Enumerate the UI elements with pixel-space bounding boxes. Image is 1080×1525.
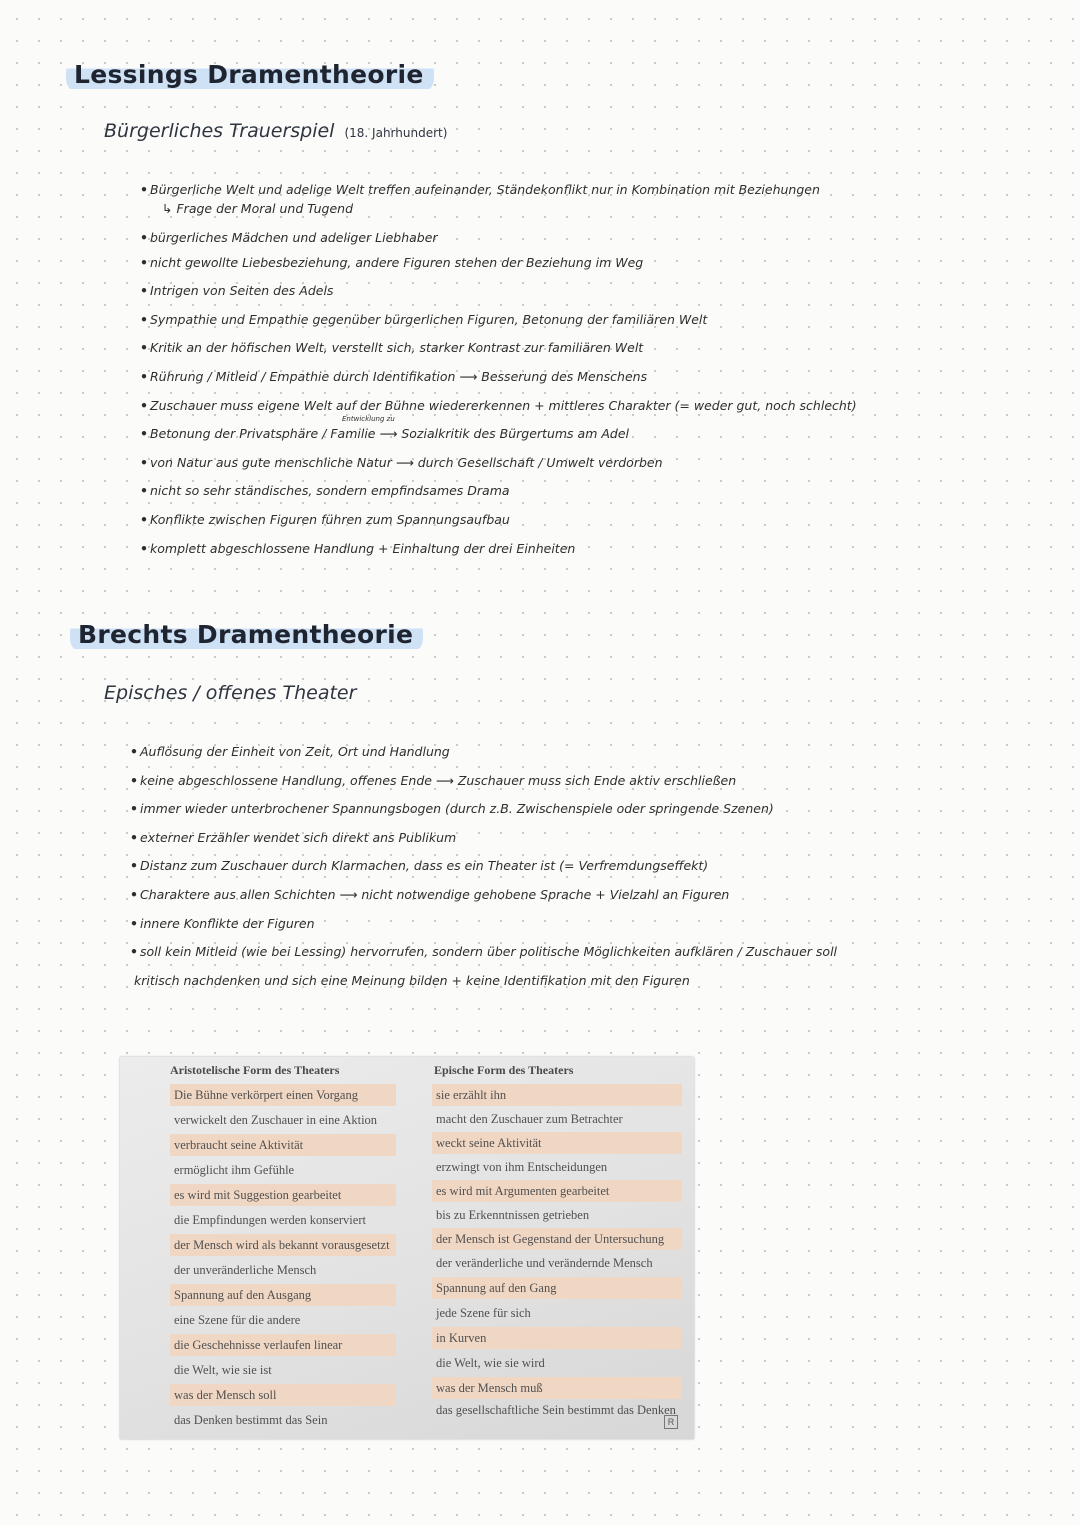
- table-cell-left: verwickelt den Zuschauer in eine Aktion: [174, 1113, 378, 1127]
- list-item: • nicht so sehr ständisches, sondern empfindsames Drama: [140, 483, 510, 499]
- list-item: • Rührung / Mitleid / Empathie durch Identifikation ⟶ Besserung des Menschens: [140, 368, 648, 384]
- table-header-episch: Epische Form des Theaters: [434, 1063, 574, 1077]
- list-item: • Charaktere aus allen Schichten ⟶ nicht notwendige gehobene Sprache + Vielzahl an Figuren: [130, 886, 730, 902]
- table-cell-left: die Welt, wie sie ist: [174, 1363, 272, 1377]
- list-item: • Konflikte zwischen Figuren führen zum Spannungsaufbau: [140, 511, 510, 527]
- subheading-note: (18. Jahrhundert): [344, 126, 448, 140]
- list-item: • Distanz zum Zuschauer durch Klarmachen, dass es ein Theater ist (= Verfremdungseffekt): [130, 858, 709, 874]
- table-cell-right: das gesellschaftliche Sein bestimmt das Denken: [436, 1403, 676, 1417]
- list-item: • Zuschauer muss eigene Welt auf der Bühne wiedererkennen + mittleres Charakter (= weder gut, noch schlecht): [140, 397, 857, 413]
- subheading-text: Bürgerliches Trauerspiel: [104, 120, 335, 142]
- list-item: • keine abgeschlossene Handlung, offenes Ende ⟶ Zuschauer muss sich Ende aktiv erschließen: [130, 772, 737, 788]
- list-item: • nicht gewollte Liebesbeziehung, andere Figuren stehen der Beziehung im Weg: [140, 254, 644, 270]
- arrow-label: Entwicklung zu: [342, 415, 395, 424]
- table-cell-left: ermöglicht ihm Gefühle: [174, 1163, 295, 1177]
- list-item: • Kritik an der höfischen Welt, verstellt sich, starker Kontrast zur familiären Welt: [140, 340, 644, 356]
- lessing-notes-list: [140, 176, 857, 563]
- list-item: • Sympathie und Empathie gegenüber bürgerlichen Figuren, Betonung der familiären Welt: [140, 311, 708, 327]
- list-item: • immer wieder unterbrochener Spannungsbogen (durch z.B. Zwischenspiele oder springende Szenen): [130, 801, 774, 817]
- list-item: • Intrigen von Seiten des Adels: [140, 283, 334, 299]
- table-cell-left: die Geschehnisse verlaufen linear: [170, 1334, 396, 1356]
- list-item: • Auflösung der Einheit von Zeit, Ort und Handlung: [130, 744, 450, 759]
- table-cell-left: es wird mit Suggestion gearbeitet: [170, 1184, 396, 1206]
- table-cell-left: eine Szene für die andere: [174, 1313, 301, 1327]
- list-item: • Betonung der Privatsphäre / Familie ⟶ Sozialkritik des Bürgertums am Adel Entwicklung zu: [140, 415, 629, 442]
- table-cell-right: jede Szene für sich: [436, 1306, 531, 1320]
- comparison-table-photo: [120, 1057, 694, 1439]
- list-item-sub: ↳ Frage der Moral und Tugend: [162, 200, 354, 216]
- table-cell-left: der unveränderliche Mensch: [174, 1263, 317, 1277]
- heading-lessing: Lessings Dramentheorie: [66, 58, 434, 93]
- table-cell-left: Die Bühne verkörpert einen Vorgang: [170, 1084, 396, 1106]
- list-item: • externer Erzähler wendet sich direkt ans Publikum: [130, 829, 457, 845]
- table-cell-right: sie erzählt ihn: [432, 1084, 682, 1106]
- table-cell-right: die Welt, wie sie wird: [436, 1356, 545, 1370]
- table-cell-left: was der Mensch soll: [170, 1384, 396, 1406]
- table-cell-left: die Empfindungen werden konserviert: [174, 1213, 366, 1227]
- table-cell-right: bis zu Erkenntnissen getrieben: [436, 1208, 590, 1222]
- table-cell-right: der Mensch ist Gegenstand der Untersuchung: [432, 1228, 682, 1250]
- table-cell-right: erzwingt von ihm Entscheidungen: [436, 1160, 608, 1174]
- table-cell-left: der Mensch wird als bekannt vorausgesetzt: [170, 1234, 396, 1256]
- table-cell-right: der veränderliche und verändernde Mensch: [436, 1256, 653, 1270]
- publisher-badge: R: [664, 1415, 678, 1429]
- list-item: • innere Konflikte der Figuren: [130, 915, 315, 931]
- table-cell-left: das Denken bestimmt das Sein: [174, 1413, 328, 1427]
- brecht-notes-list: [130, 738, 837, 995]
- table-cell-right: es wird mit Argumenten gearbeitet: [432, 1180, 682, 1202]
- arrow-icon: ↳: [162, 200, 173, 216]
- subheading-episches-theater: Episches / offenes Theater: [104, 682, 357, 704]
- table-cell-right: in Kurven: [432, 1327, 682, 1349]
- table-cell-right: was der Mensch muß: [432, 1377, 682, 1399]
- table-cell-right: macht den Zuschauer zum Betrachter: [436, 1112, 623, 1126]
- list-item: • bürgerliches Mädchen und adeliger Liebhaber: [140, 229, 438, 245]
- list-item: kritisch nachdenken und sich eine Meinung bilden + keine Identifikation mit den Figuren: [134, 972, 690, 988]
- list-item: • von Natur aus gute menschliche Natur ⟶ durch Gesellschaft / Umwelt verdorben: [140, 454, 663, 470]
- table-cell-right: weckt seine Aktivität: [432, 1132, 682, 1154]
- list-item: • Bürgerliche Welt und adelige Welt treffen aufeinander, Ständekonflikt nur in Kombination mit Beziehungen: [140, 182, 820, 197]
- table-header-aristotelisch: Aristotelische Form des Theaters: [170, 1063, 340, 1077]
- table-cell-left: verbraucht seine Aktivität: [170, 1134, 396, 1156]
- list-item: • komplett abgeschlossene Handlung + Einhaltung der drei Einheiten: [140, 540, 576, 556]
- table-cell-left: Spannung auf den Ausgang: [170, 1284, 396, 1306]
- heading-brecht: Brechts Dramentheorie: [70, 618, 423, 653]
- list-item: • soll kein Mitleid (wie bei Lessing) hervorrufen, sondern über politische Möglichkeiten aufklären / Zuschauer soll: [130, 944, 838, 960]
- table-cell-right: Spannung auf den Gang: [432, 1277, 682, 1299]
- subheading-buergerliches-trauerspiel: [104, 120, 447, 142]
